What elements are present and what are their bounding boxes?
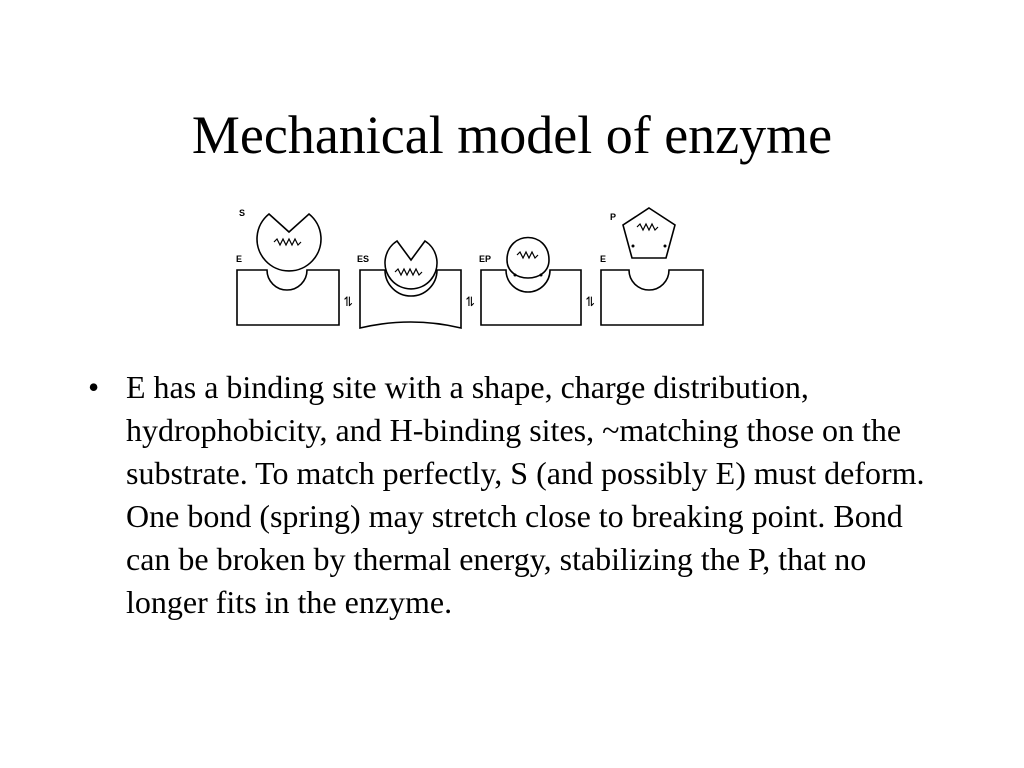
enzyme-mechanism-figure xyxy=(225,200,715,345)
product-bound-shape xyxy=(507,238,549,279)
bullet-list xyxy=(88,366,948,624)
substrate-shape xyxy=(257,214,321,271)
label-e-final: E xyxy=(600,254,607,264)
label-p: P xyxy=(610,212,617,222)
label-ep: EP xyxy=(479,254,492,264)
bullet-marker: • xyxy=(88,369,100,405)
product-shape xyxy=(623,208,675,258)
enzyme-free-shape xyxy=(237,270,339,325)
label-s: S xyxy=(239,208,246,218)
bullet-text: E has a binding site with a shape, charge distribution, hydrophobicity, and H-binding sites, ~matching those on the substrate. To match perfectly, S (and possibly E) must deform. One bond (spring) may stretch close to breaking point. Bond can be broken by thermal energy, stabilizing the P, that no longer fits in the enzyme. xyxy=(126,369,925,620)
enzyme-mechanism-diagram xyxy=(225,200,715,345)
slide-title: Mechanical model of enzyme xyxy=(191,105,833,165)
label-e: E xyxy=(236,254,243,264)
equilibrium-arrow-2: ⇌ xyxy=(462,296,477,307)
equilibrium-arrow-1: ⇌ xyxy=(340,296,355,307)
bullet-item xyxy=(88,366,948,624)
label-es: ES xyxy=(357,254,370,264)
enzyme-free-shape-final xyxy=(601,270,703,325)
equilibrium-arrow-3: ⇌ xyxy=(582,296,597,307)
substrate-bound-shape xyxy=(385,241,437,289)
